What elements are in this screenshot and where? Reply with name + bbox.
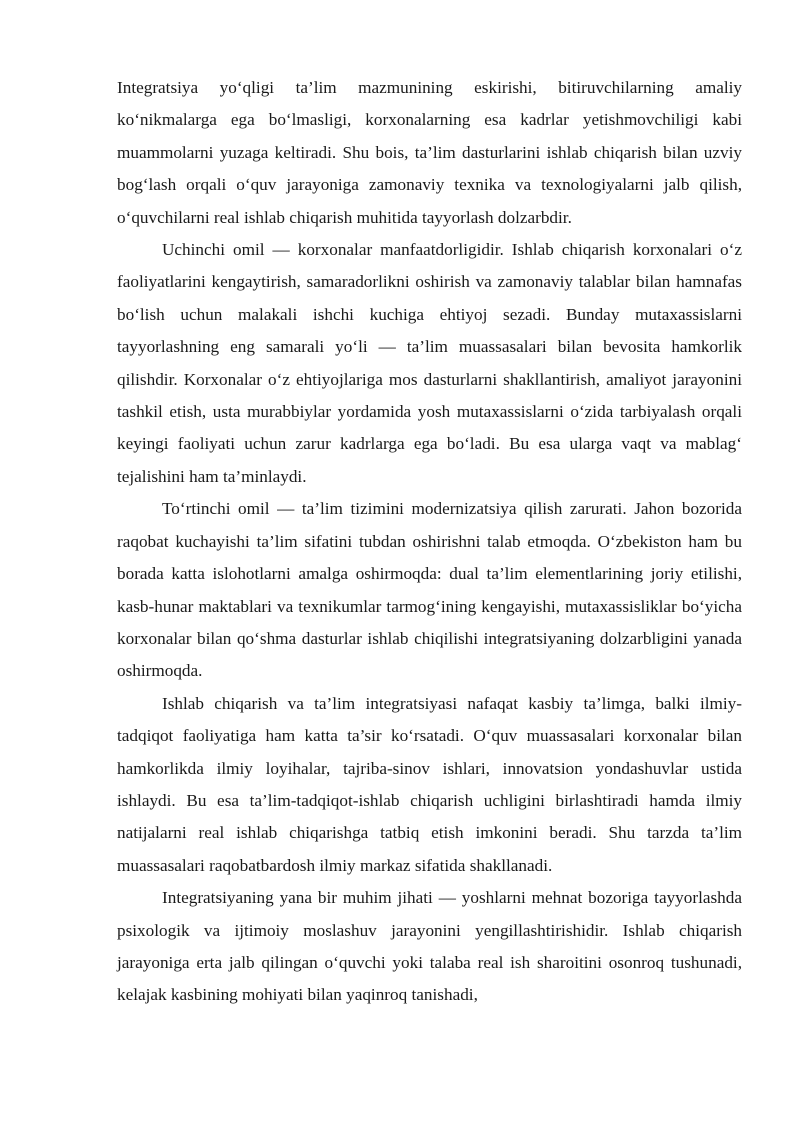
paragraph-5: Integratsiyaning yana bir muhim jihati — yoshlarni mehnat bozoriga tayyorlashda psixologik va ijtimoiy moslashuv jarayonini yengillashtirishidir. Ishlab chiqarish jarayoniga erta jalb qilingan o‘quvchi yoki talaba real ish sharoitini osonroq tushunadi, kelajak kasbining mohiyati bilan yaqinroq tanishadi, (117, 888, 742, 1005)
paragraph-1: Integratsiya yo‘qligi ta’lim mazmunining eskirishi, bitiruvchilarning amaliy ko‘nikmalarga ega bo‘lmasligi, korxonalarning esa kadrlar yetishmovchiligi kabi muammolarni yuzaga keltiradi. Shu bois, ta’lim dasturlarini ishlab chiqarish bilan uzviy bog‘lash orqali o‘quv jarayoniga zamonaviy texnika va texnologiyalarni jalb qilish, o‘quvchilarni real ishlab chiqarish muhitida tayyorlash dolzarbdir. (117, 78, 742, 227)
paragraph-3: To‘rtinchi omil — ta’lim tizimini modernizatsiya qilish zarurati. Jahon bozorida raqobat kuchayishi ta’lim sifatini tubdan oshirishni talab etmoqda. O‘zbekiston ham bu borada katta islohotlarni amalga oshirmoqda: dual ta’lim elementlarining joriy etilishi, kasb-hunar maktablari va texnikumlar tarmog‘ining kengayishi, mutaxassisliklar bo‘yicha korxonalar bilan qo‘shma dasturlar ishlab chiqilishi integratsiyaning dolzarbligini yanada oshirmoqda. (117, 499, 742, 681)
paragraph-4: Ishlab chiqarish va ta’lim integratsiyasi nafaqat kasbiy ta’limga, balki ilmiy-tadqiqot faoliyatiga ham katta ta’sir ko‘rsatadi. O‘quv muassasalari korxonalar bilan hamkorlikda ilmiy loyihalar, tajriba-sinov ishlari, innovatsion yondashuvlar ustida ishlaydi. Bu esa ta’lim-tadqiqot-ishlab chiqarish uchligini birlashtiradi hamda ilmiy natijalarni real ishlab chiqarishga tatbiq etish imkonini beradi. Shu tarzda ta’lim muassasalari raqobatbardosh ilmiy markaz sifatida shakllanadi. (117, 693, 742, 875)
paragraph-2: Uchinchi omil — korxonalar manfaatdorligidir. Ishlab chiqarish korxonalari o‘z faoliyatlarini kengaytirish, samaradorlikni oshirish va zamonaviy talablar bilan hamnafas bo‘lish uchun malakali ishchi kuchiga ehtiyoj sezadi. Bunday mutaxassislarni tayyorlashning eng samarali yo‘li — ta’lim muassasalari bilan bevosita hamkorlik qilishdir. Korxonalar o‘z ehtiyojlariga mos dasturlarni shakllantirish, amaliyot jarayonini tashkil etish, usta murabbiylar yordamida yosh mutaxassislarni o‘zida tarbiyalash orqali keyingi faoliyati uchun zarur kadrlarga ega bo‘ladi. Bu esa ularga vaqt va mablag‘ tejalishini ham ta’minlaydi. (117, 240, 742, 486)
document-page (117, 72, 742, 1012)
